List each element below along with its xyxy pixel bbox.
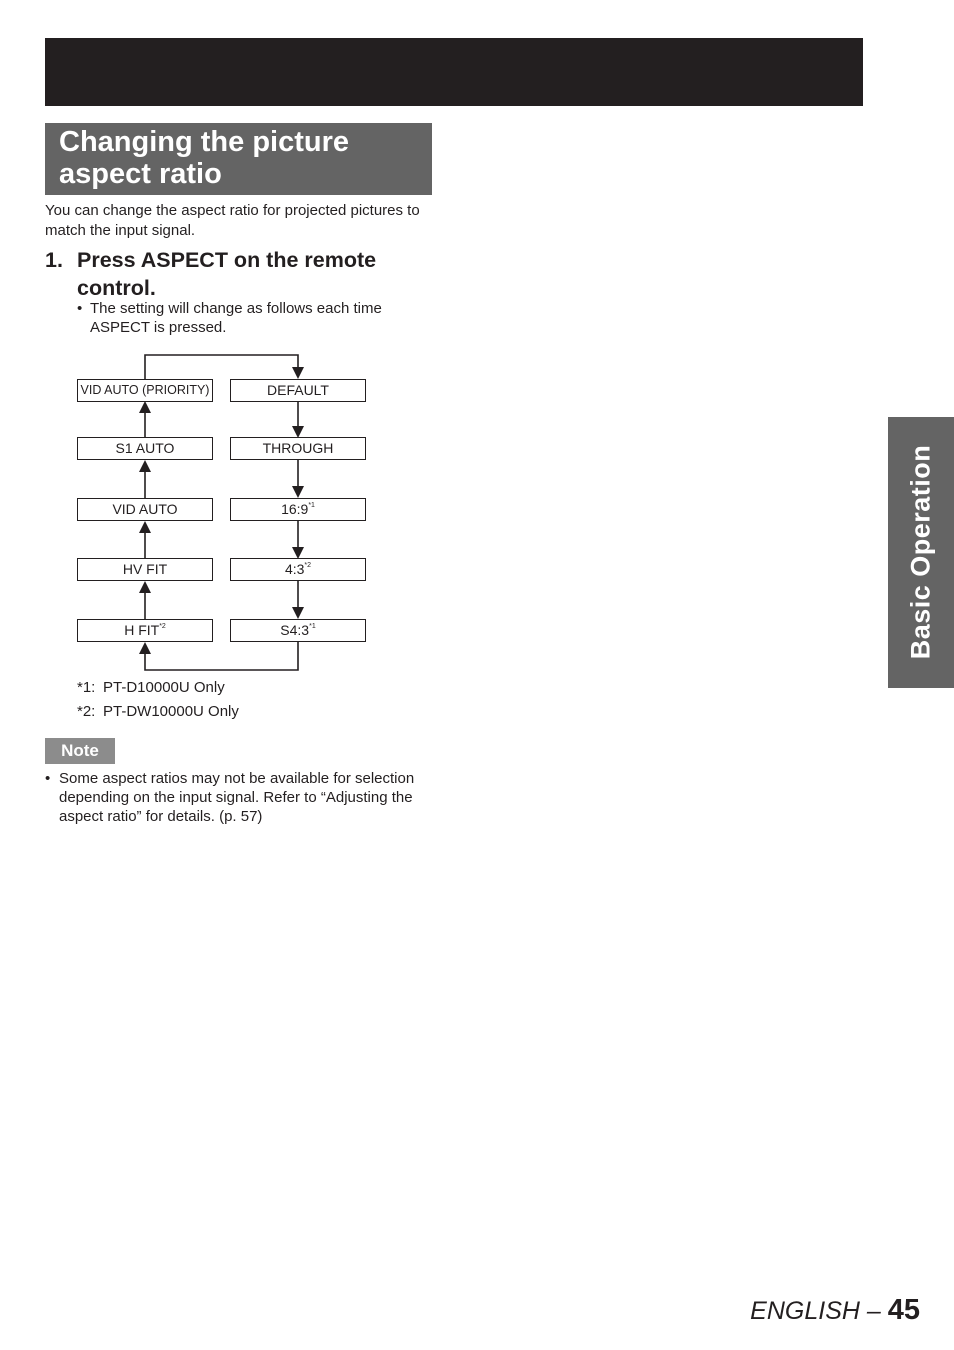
mode-box-default [230,379,366,402]
footer-language: ENGLISH – [750,1297,881,1325]
arrow-into-hv-fit [139,581,151,593]
mode-label: THROUGH [262,440,334,456]
bullet-dot: • [77,300,83,317]
section-title: Changing the picture aspect ratio [45,123,432,195]
note-label: Note [45,738,115,764]
mode-label: HV FIT [122,561,168,577]
page-footer [750,1294,920,1327]
footnote-2 [77,702,239,721]
arrow-into-default [292,367,304,379]
loop-bottom-line [145,642,298,670]
footnote-marker: *1 [309,623,316,630]
footnote-key: *1: [77,679,96,696]
mode-box-4-3 [230,558,366,581]
mode-box-hv-fit [77,558,213,581]
mode-label: 16:9 [281,501,309,517]
mode-box-16-9 [230,498,366,521]
mode-label: DEFAULT [267,382,329,398]
footnote-marker: *2 [159,623,166,630]
arrow-into-16-9 [292,486,304,498]
mode-label: S4:3 [280,622,310,638]
mode-box-s1-auto [77,437,213,460]
mode-box-through [230,437,366,460]
note-text: Some aspect ratios may not be available for selection depending on the input signal. Refer to “Adjusting the aspect ratio” for details. (p. 57) [59,770,415,825]
footnote-text: PT-DW10000U Only [103,703,239,720]
chapter-side-tab-label: Basic Operation [905,444,936,660]
page-number: 45 [887,1294,920,1326]
intro-text: You can change the aspect ratio for projected pictures to match the input signal. [45,202,420,239]
step-text: Press ASPECT on the remote control. [77,248,377,300]
mode-label: VID AUTO (PRIORITY) [80,383,210,397]
mode-label: VID AUTO [112,501,178,517]
footnote-key: *2: [77,703,96,720]
mode-box-s4-3 [230,619,366,642]
mode-box-h-fit [77,619,213,642]
mode-box-vid-auto-priority [77,379,213,402]
bullet-dot: • [45,770,51,787]
mode-label: S1 AUTO [115,440,175,456]
arrow-into-vid-auto-priority [139,401,151,413]
footnote-marker: *2 [304,562,312,569]
arrow-into-h-fit [139,642,151,654]
footnote-text: PT-D10000U Only [103,679,225,696]
arrow-into-vid-auto [139,521,151,533]
footnote-marker: *1 [308,502,315,509]
footnote-1 [77,678,225,697]
mode-box-vid-auto [77,498,213,521]
bullet-text: The setting will change as follows each time ASPECT is pressed. [90,300,382,336]
loop-top-line [145,355,298,379]
mode-label: 4:3 [284,561,305,577]
arrow-into-s4-3 [292,607,304,619]
mode-label: H FIT [124,622,160,638]
step-number: 1. [45,248,63,272]
chapter-side-tab [888,417,954,688]
arrow-into-s1-auto [139,460,151,472]
